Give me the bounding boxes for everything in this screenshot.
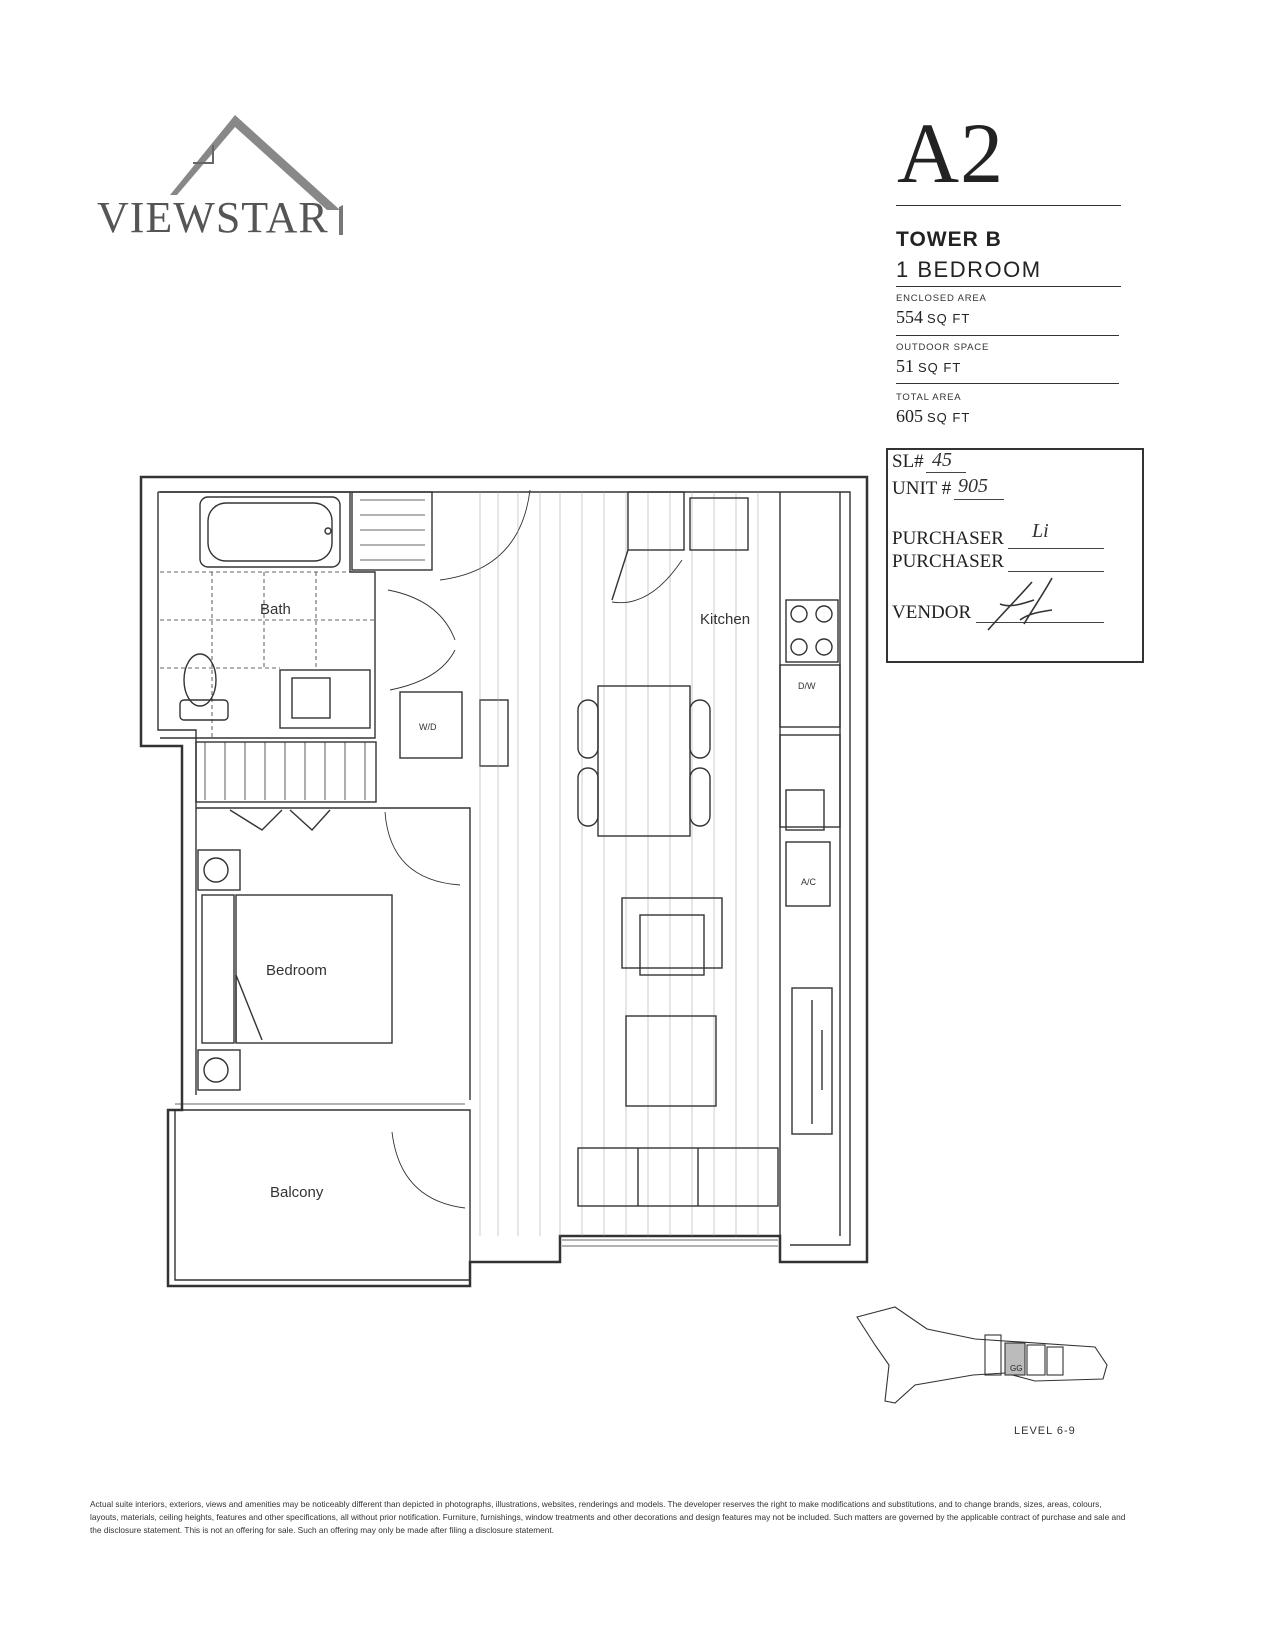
total-area-number: 605 <box>896 406 923 426</box>
enclosed-area-number: 554 <box>896 307 923 327</box>
bedroom-count: 1 BEDROOM <box>896 257 1042 282</box>
room-label-balcony: Balcony <box>270 1184 324 1201</box>
purchaser-signature: Li <box>1032 520 1049 542</box>
room-label-bath: Bath <box>260 601 291 618</box>
total-area-label: TOTAL AREA <box>896 392 962 403</box>
outdoor-space-label: OUTDOOR SPACE <box>896 342 990 353</box>
unit-code: A2 <box>897 105 1005 201</box>
key-plan-level: LEVEL 6-9 <box>1014 1425 1076 1437</box>
brand-name: VIEWSTAR <box>97 193 329 242</box>
room-label-bedroom: Bedroom <box>266 962 327 979</box>
enclosed-area-label: ENCLOSED AREA <box>896 293 987 304</box>
area-unit: SQ FT <box>918 360 962 375</box>
area-unit: SQ FT <box>927 410 971 425</box>
room-label-kitchen: Kitchen <box>700 611 751 628</box>
key-plan <box>855 1305 1115 1415</box>
dishwasher-label: D/W <box>798 681 816 691</box>
purchaser-label-2: PURCHASER <box>892 551 1004 572</box>
strata-lot-label: SL# <box>892 451 924 472</box>
washer-dryer-label: W/D <box>419 722 437 732</box>
unit-number-value: 905 <box>958 475 988 497</box>
legal-disclaimer: Actual suite interiors, exteriors, views and amenities may be noticeably different than depicted in photographs, illustrations, websites, renderings and models. The developer reserves the right to make modifications and substitutions, and to change brands, sizes, areas, colours, layouts, materials, ceiling heights, features and other specifications, all without prior notification. Furniture, furnishings, window treatments and other decorations and design features may not be included. Such matters are governed by the applicable contract of purchase and sale and the disclosure statement. This is not an offering for sale. Such an offering may only be made after filing a disclosure statement. <box>90 1499 1126 1535</box>
purchaser-label: PURCHASER <box>892 528 1004 549</box>
unit-number-label: UNIT # <box>892 478 952 499</box>
key-plan-marker: GG <box>1010 1364 1023 1373</box>
air-conditioner-label: A/C <box>801 877 817 887</box>
strata-lot-value: 45 <box>932 449 952 471</box>
outdoor-space-number: 51 <box>896 356 914 376</box>
tower-label: TOWER B <box>896 228 1002 251</box>
area-unit: SQ FT <box>927 311 971 326</box>
vendor-label: VENDOR <box>892 602 972 623</box>
